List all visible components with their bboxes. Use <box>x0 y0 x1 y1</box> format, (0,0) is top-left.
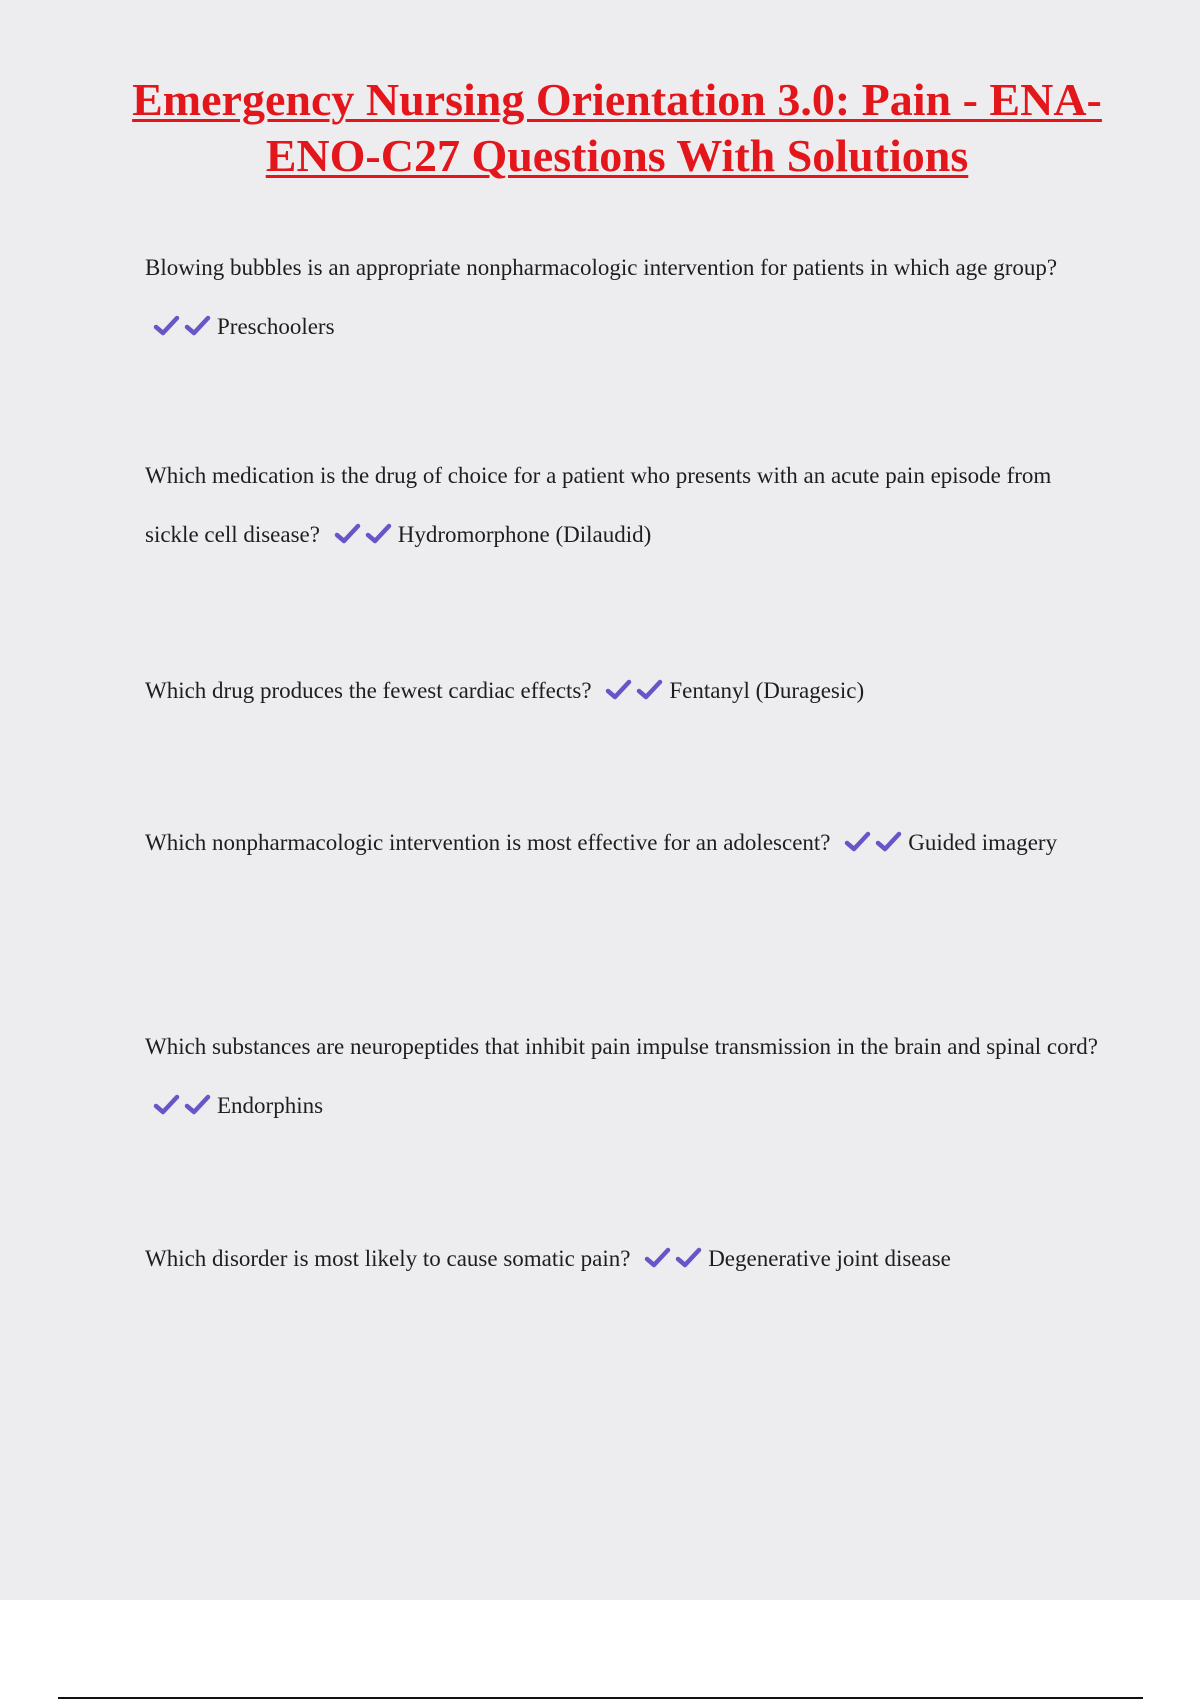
question-text: Blowing bubbles is an appropriate nonpharmacologic intervention for patients in which age group? <box>145 255 1058 280</box>
double-check-icon <box>334 509 396 568</box>
answer-text: Fentanyl (Duragesic) <box>669 678 865 703</box>
answer-text: Endorphins <box>217 1093 324 1118</box>
answer-text: Degenerative joint disease <box>708 1246 951 1271</box>
question-text: Which nonpharmacologic intervention is most effective for an adolescent? <box>145 830 831 855</box>
double-check-icon <box>844 817 906 876</box>
double-check-icon <box>153 1080 215 1139</box>
qa-item-5 <box>145 1017 1105 1139</box>
qa-item-1 <box>145 238 1105 360</box>
question-text: Which drug produces the fewest cardiac effects? <box>145 678 592 703</box>
double-check-icon <box>644 1233 706 1292</box>
qa-item-2 <box>145 446 1105 568</box>
double-check-icon <box>605 665 667 724</box>
answer-text: Hydromorphone (Dilaudid) <box>397 522 652 547</box>
qa-item-4 <box>145 813 1105 876</box>
question-text: Which disorder is most likely to cause somatic pain? <box>145 1246 631 1271</box>
answer-text: Preschoolers <box>217 314 335 339</box>
qa-item-6 <box>145 1229 1105 1292</box>
footer-divider <box>58 1697 1143 1699</box>
qa-item-3 <box>145 661 1105 724</box>
double-check-icon <box>153 301 215 360</box>
question-text: Which substances are neuropeptides that inhibit pain impulse transmission in the brain and spinal cord? <box>145 1034 1098 1059</box>
document-title: Emergency Nursing Orientation 3.0: Pain - ENA-ENO-C27 Questions With Solutions <box>132 74 1102 181</box>
question-text: Which medication is the drug of choice for a patient who presents with an acute pain episode from sickle cell disease? <box>145 463 1052 547</box>
answer-text: Guided imagery <box>908 830 1058 855</box>
